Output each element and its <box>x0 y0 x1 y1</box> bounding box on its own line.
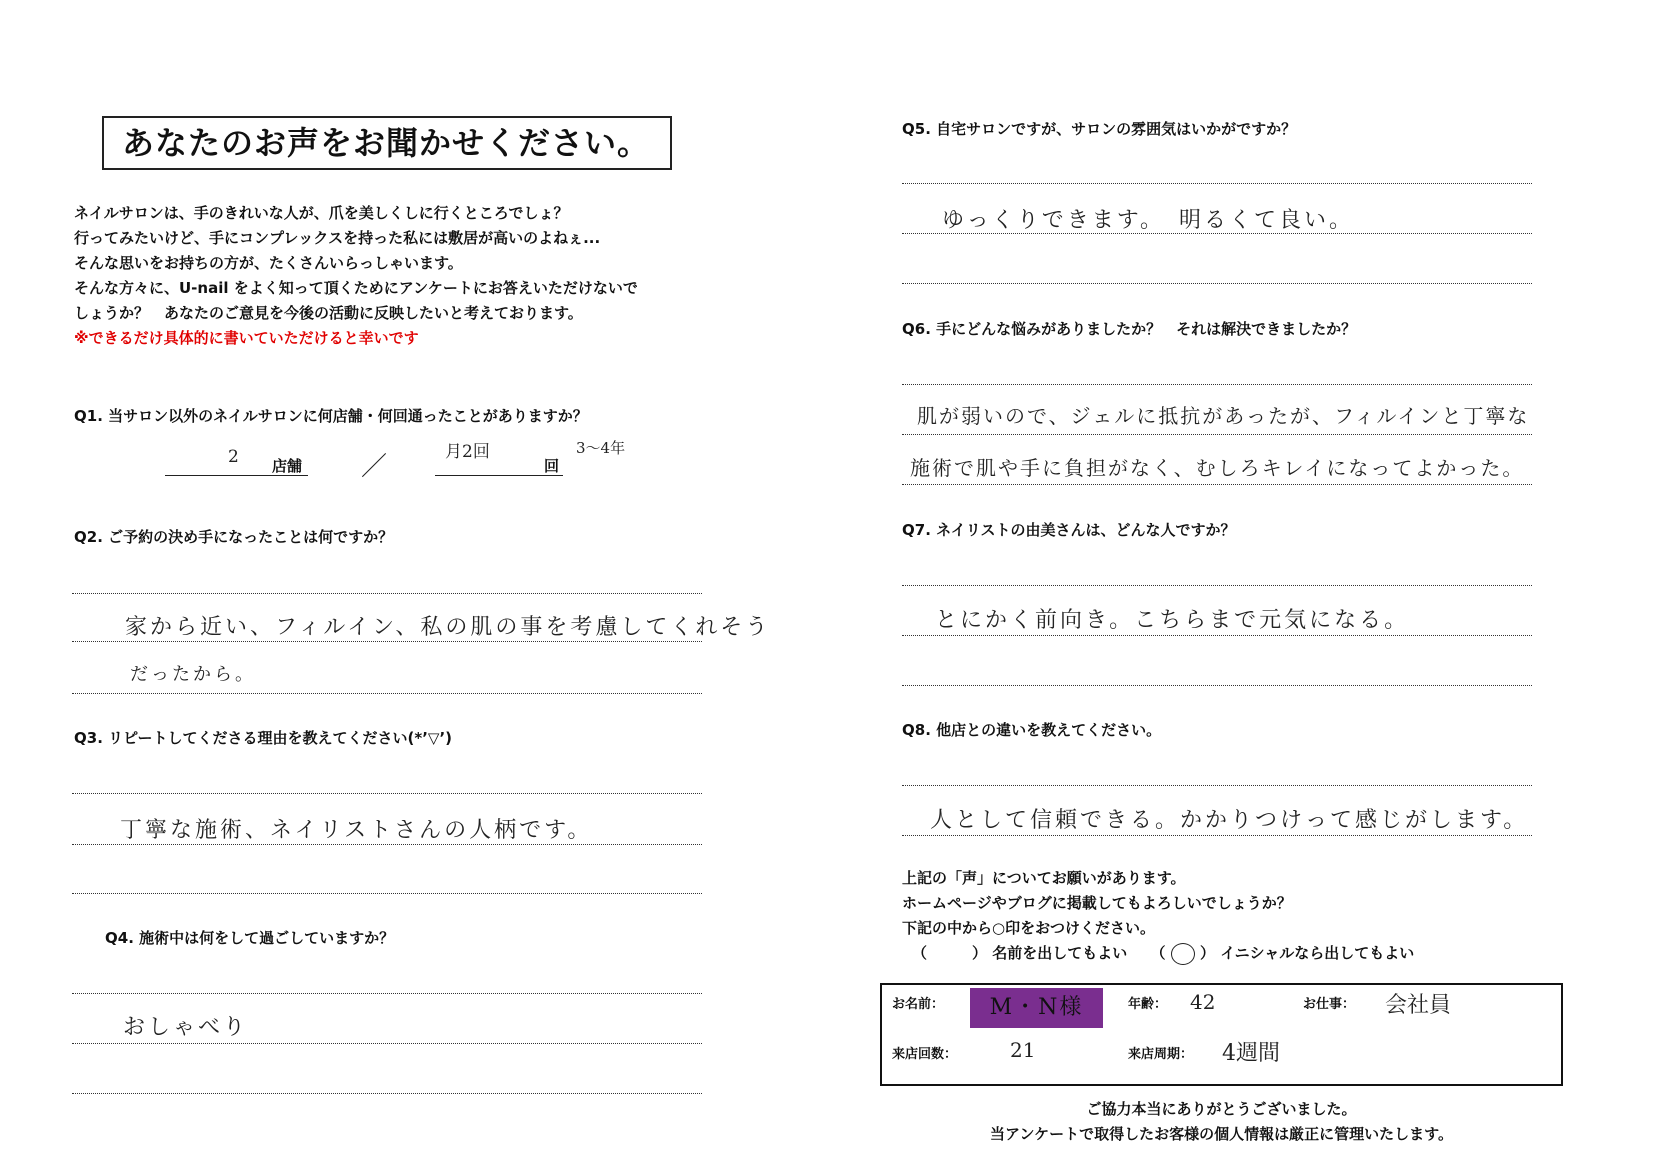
q1-separator: ／ <box>361 452 391 482</box>
intro-line: そんな方々に、U-nail をよく知って頂くためにアンケートにお答えいただけないで <box>74 279 638 297</box>
answer-line <box>902 835 1532 836</box>
request-line: 上記の「声」についてお願いがあります。 <box>902 869 1186 887</box>
privacy-text: 当アンケートで取得したお客様の個人情報は厳正に管理いたします。 <box>990 1125 1453 1143</box>
age-value: 42 <box>1190 990 1216 1014</box>
option-name-checkbox[interactable]: （ ） <box>912 944 988 962</box>
q1-times-underline <box>435 475 563 476</box>
q3-answer-line: 丁寧な施術、ネイリストさんの人柄です。 <box>120 818 593 843</box>
selected-circle-icon <box>1171 943 1195 965</box>
option-initial-label: イニシャルなら出してもよい <box>1220 944 1415 962</box>
q3-question: Q3. リピートしてくださる理由を教えてください(*’▽’) <box>74 729 452 747</box>
answer-line <box>72 793 702 794</box>
answer-line <box>902 635 1532 636</box>
age-label: 年齢： <box>1128 997 1168 1012</box>
q2-answer-line: だったから。 <box>130 664 256 685</box>
answer-line <box>902 785 1532 786</box>
q4-question: Q4. 施術中は何をして過ごしていますか？ <box>105 929 395 947</box>
visits-value: 21 <box>1010 1038 1036 1062</box>
q4-answer-line: おしゃべり <box>123 1015 249 1040</box>
answer-line <box>902 484 1532 485</box>
q5-question: Q5. 自宅サロンですが、サロンの雰囲気はいかがですか？ <box>902 120 1297 138</box>
q2-question: Q2. ご予約の決め手になったことは何ですか？ <box>74 528 394 546</box>
answer-line <box>72 593 702 594</box>
request-options <box>902 941 1414 966</box>
customer-name-value: M・N様 <box>970 988 1103 1028</box>
q1-shops-answer: 2 <box>228 447 239 467</box>
intro-line: そんな思いをお持ちの方が、たくさんいらっしゃいます。 <box>74 254 463 272</box>
answer-line <box>72 993 702 994</box>
answer-line <box>902 434 1532 435</box>
intro-text <box>74 201 638 351</box>
thanks-text: ご協力本当にありがとうございました。 <box>1086 1100 1357 1118</box>
survey-title: あなたのお声をお聞かせください。 <box>102 116 672 170</box>
answer-line <box>902 283 1532 284</box>
option-initial-checkbox[interactable]: （ ） <box>1151 944 1215 962</box>
intro-line: 行ってみたいけど、手にコンプレックスを持った私には敷居が高いのよねぇ... <box>74 229 601 247</box>
answer-line <box>72 893 702 894</box>
q1-shops-unit: 店舗 <box>272 457 303 475</box>
answer-line <box>902 384 1532 385</box>
answer-line <box>902 585 1532 586</box>
q6-question: Q6. 手にどんな悩みがありましたか？ それは解決できましたか？ <box>902 320 1357 338</box>
q8-question: Q8. 他店との違いを教えてください。 <box>902 721 1162 739</box>
intro-line: しょうか？ あなたのご意見を今後の活動に反映したいと考えております。 <box>74 304 583 322</box>
answer-line <box>902 183 1532 184</box>
publication-request <box>902 866 1414 966</box>
answer-line <box>72 1093 702 1094</box>
intro-line: ネイルサロンは、手のきれいな人が、爪を美しくしに行くところでしょ？ <box>74 204 569 222</box>
q1-times-answer: 月2回 <box>445 442 490 462</box>
cycle-value: 4週間 <box>1222 1041 1280 1066</box>
request-line: ホームページやブログに掲載してもよろしいでしょうか？ <box>902 894 1292 912</box>
q1-extra-note: 3～4年 <box>576 439 626 457</box>
name-label: お名前： <box>892 997 945 1012</box>
answer-line <box>72 641 702 642</box>
answer-line <box>72 693 702 694</box>
intro-note: ※できるだけ具体的に書いていただけると幸いです <box>74 329 419 347</box>
job-value: 会社員 <box>1385 993 1452 1018</box>
answer-line <box>902 233 1532 234</box>
visits-label: 来店回数： <box>892 1047 958 1062</box>
option-name-label: 名前を出してもよい <box>992 944 1128 962</box>
job-label: お仕事： <box>1303 997 1356 1012</box>
cycle-label: 来店周期： <box>1128 1047 1194 1062</box>
request-line: 下記の中から○印をおつけください。 <box>902 919 1155 937</box>
q1-question: Q1. 当サロン以外のネイルサロンに何店舗・何回通ったことがありますか？ <box>74 407 588 425</box>
q5-answer-line: ゆっくりできます。 明るくて良い。 <box>942 208 1355 233</box>
q1-shops-underline <box>165 475 308 476</box>
answer-line <box>72 1043 702 1044</box>
q1-times-unit: 回 <box>544 457 560 475</box>
answer-line <box>72 844 702 845</box>
q8-answer-line: 人として信頼できる。かかりつけって感じがします。 <box>930 808 1529 833</box>
q7-answer-line: とにかく前向き。こちらまで元気になる。 <box>935 608 1410 633</box>
answer-line <box>902 685 1532 686</box>
q6-answer-line: 施術で肌や手に負担がなく、むしろキレイになってよかった。 <box>910 456 1525 480</box>
q2-answer-line: 家から近い、フィルイン、私の肌の事を考慮してくれそう <box>125 615 771 640</box>
q7-question: Q7. ネイリストの由美さんは、どんな人ですか？ <box>902 521 1236 539</box>
q6-answer-line: 肌が弱いので、ジェルに抵抗があったが、フィルインと丁寧な <box>917 404 1530 428</box>
